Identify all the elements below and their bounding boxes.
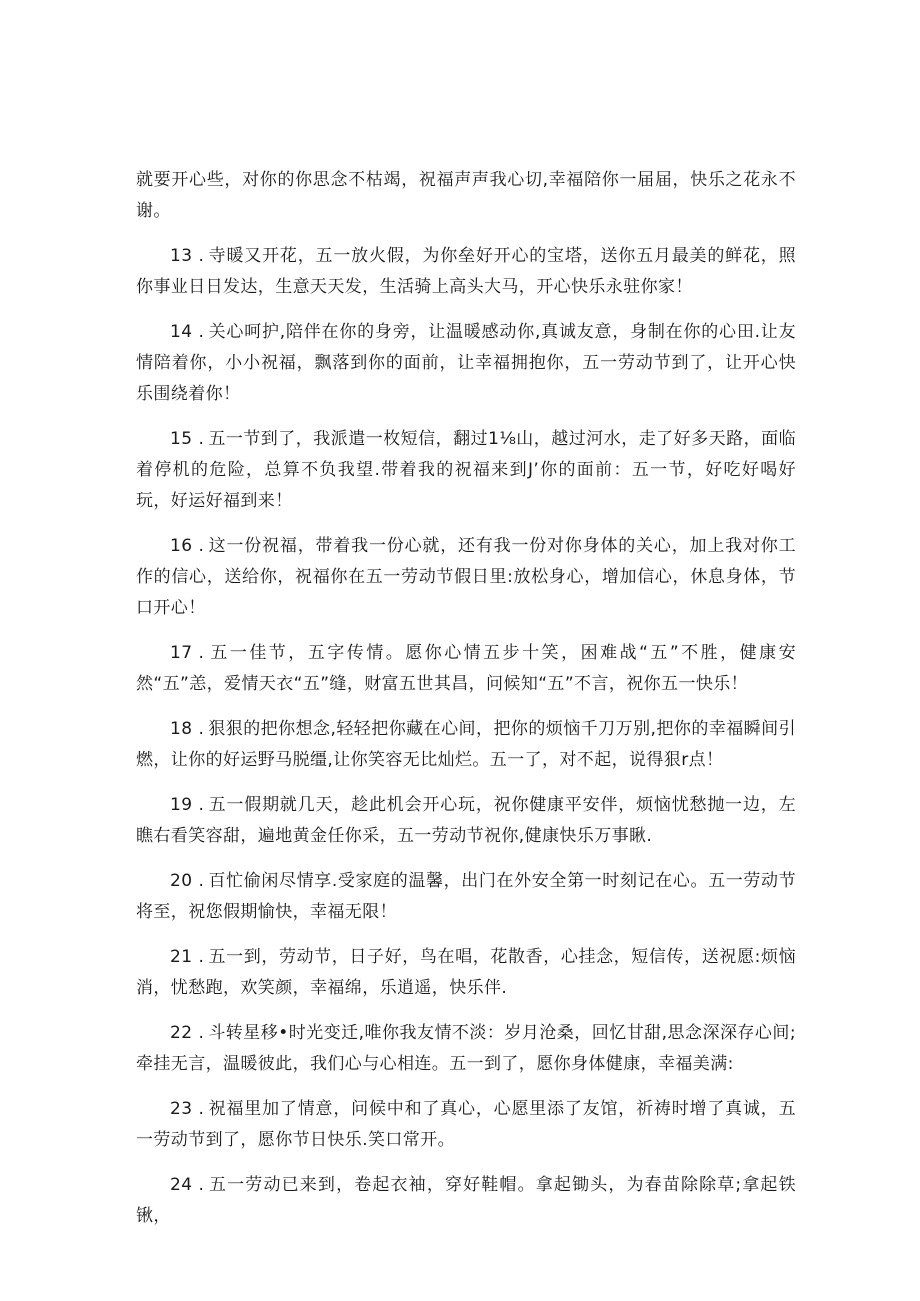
item-separator: . bbox=[198, 643, 205, 663]
item-text: 五一到，劳动节，日子好，鸟在唱，花散香，心挂念，短信传，送祝愿:烦恼消，忧愁跑，欢笑颜，幸福绵，乐逍遥，快乐伴. bbox=[136, 947, 796, 998]
item-separator: . bbox=[198, 246, 205, 266]
item-separator: . bbox=[198, 322, 205, 342]
list-item bbox=[136, 1018, 796, 1080]
item-separator: . bbox=[198, 429, 205, 449]
item-number: 14 bbox=[170, 322, 193, 342]
item-separator: . bbox=[198, 795, 205, 815]
item-number: 23 bbox=[170, 1099, 193, 1119]
item-number: 16 bbox=[170, 536, 193, 556]
list-item bbox=[136, 424, 796, 517]
item-number: 24 bbox=[170, 1175, 193, 1195]
item-text: 狠狠的把你想念,轻轻把你藏在心间，把你的烦恼千刀万别,把你的幸福瞬间引燃，让你的好运野马脱缰,让你笑容无比灿烂。五一了，对不起，说得狠r点！ bbox=[136, 719, 796, 770]
item-separator: . bbox=[198, 536, 205, 556]
list-item bbox=[136, 531, 796, 624]
item-text: 五一节到了，我派遣一枚短信，翻过1⅛山，越过河水，走了好多天路，面临着停机的危险，总算不负我望.带着我的祝福来到J’你的面前：五一节，好吃好喝好玩，好运好福到来！ bbox=[136, 429, 796, 511]
item-text: 这一份祝福，带着我一份心就，还有我一份对你身体的关心，加上我对你工作的信心，送给你，祝福你在五一劳动节假日里:放松身心，增加信心，休息身体，节口开心！ bbox=[136, 536, 796, 618]
item-number: 21 bbox=[170, 947, 193, 967]
list-item bbox=[136, 241, 796, 303]
list-item bbox=[136, 714, 796, 776]
list-item bbox=[136, 317, 796, 410]
item-separator: . bbox=[198, 1023, 205, 1043]
list-item bbox=[136, 638, 796, 700]
item-number: 22 bbox=[170, 1023, 193, 1043]
list-item bbox=[136, 1170, 796, 1232]
lead-paragraph: 就要开心些，对你的你思念不枯竭，祝福声声我心切,幸福陪你一届届，快乐之花永不谢。 bbox=[136, 170, 796, 221]
item-separator: . bbox=[198, 1175, 205, 1195]
item-text: 五一劳动已来到，卷起衣袖，穿好鞋帽。拿起锄头，为春苗除除草;拿起铁锹， bbox=[136, 1175, 796, 1226]
item-number: 15 bbox=[170, 429, 193, 449]
document-body bbox=[136, 165, 796, 1246]
item-number: 13 bbox=[170, 246, 193, 266]
item-text: 五一佳节，五字传情。愿你心情五步十笑，困难战“五”不胜，健康安然“五”恙，爱情天衣“五”缝，财富五世其昌，问候知“五”不言，祝你五一快乐！ bbox=[136, 643, 796, 694]
item-separator: . bbox=[198, 871, 205, 891]
item-number: 18 bbox=[170, 719, 193, 739]
item-text: 百忙偷闲尽情享.受家庭的温馨，出门在外安全第一时刻记在心。五一劳动节将至，祝您假期愉快，幸福无限！ bbox=[136, 871, 796, 922]
item-separator: . bbox=[198, 947, 205, 967]
item-number: 20 bbox=[170, 871, 193, 891]
item-separator: . bbox=[198, 1099, 205, 1119]
item-number: 17 bbox=[170, 643, 193, 663]
item-number: 19 bbox=[170, 795, 193, 815]
list-item bbox=[136, 1094, 796, 1156]
list-item bbox=[136, 866, 796, 928]
item-text: 斗转星移•时光变迁,唯你我友情不淡：岁月沧桑，回忆甘甜,思念深深存心间;牵挂无言，温暖彼此，我们心与心相连。五一到了，愿你身体健康，幸福美满: bbox=[136, 1023, 796, 1074]
item-text: 寺暖又开花，五一放火假，为你垒好开心的宝塔，送你五月最美的鲜花，照你事业日日发达，生意天天发，生活骑上高头大马，开心快乐永驻你家！ bbox=[136, 246, 796, 297]
item-separator: . bbox=[198, 719, 205, 739]
item-text: 五一假期就几天，趁此机会开心玩，祝你健康平安伴，烦恼忧愁抛一边，左瞧右看笑容甜，遍地黄金任你采，五一劳动节祝你,健康快乐万事瞅. bbox=[136, 795, 796, 846]
item-text: 关心呵护,陪伴在你的身旁，让温暖感动你,真诚友意，身制在你的心田.让友情陪着你，小小祝福，飘落到你的面前，让幸福拥抱你，五一劳动节到了，让开心快乐围绕着你！ bbox=[136, 322, 796, 404]
list-item bbox=[136, 942, 796, 1004]
item-text: 祝福里加了情意，问候中和了真心，心愿里添了友馆，祈祷时增了真诚，五一劳动节到了，愿你节日快乐.笑口常开。 bbox=[136, 1099, 796, 1150]
list-item bbox=[136, 790, 796, 852]
